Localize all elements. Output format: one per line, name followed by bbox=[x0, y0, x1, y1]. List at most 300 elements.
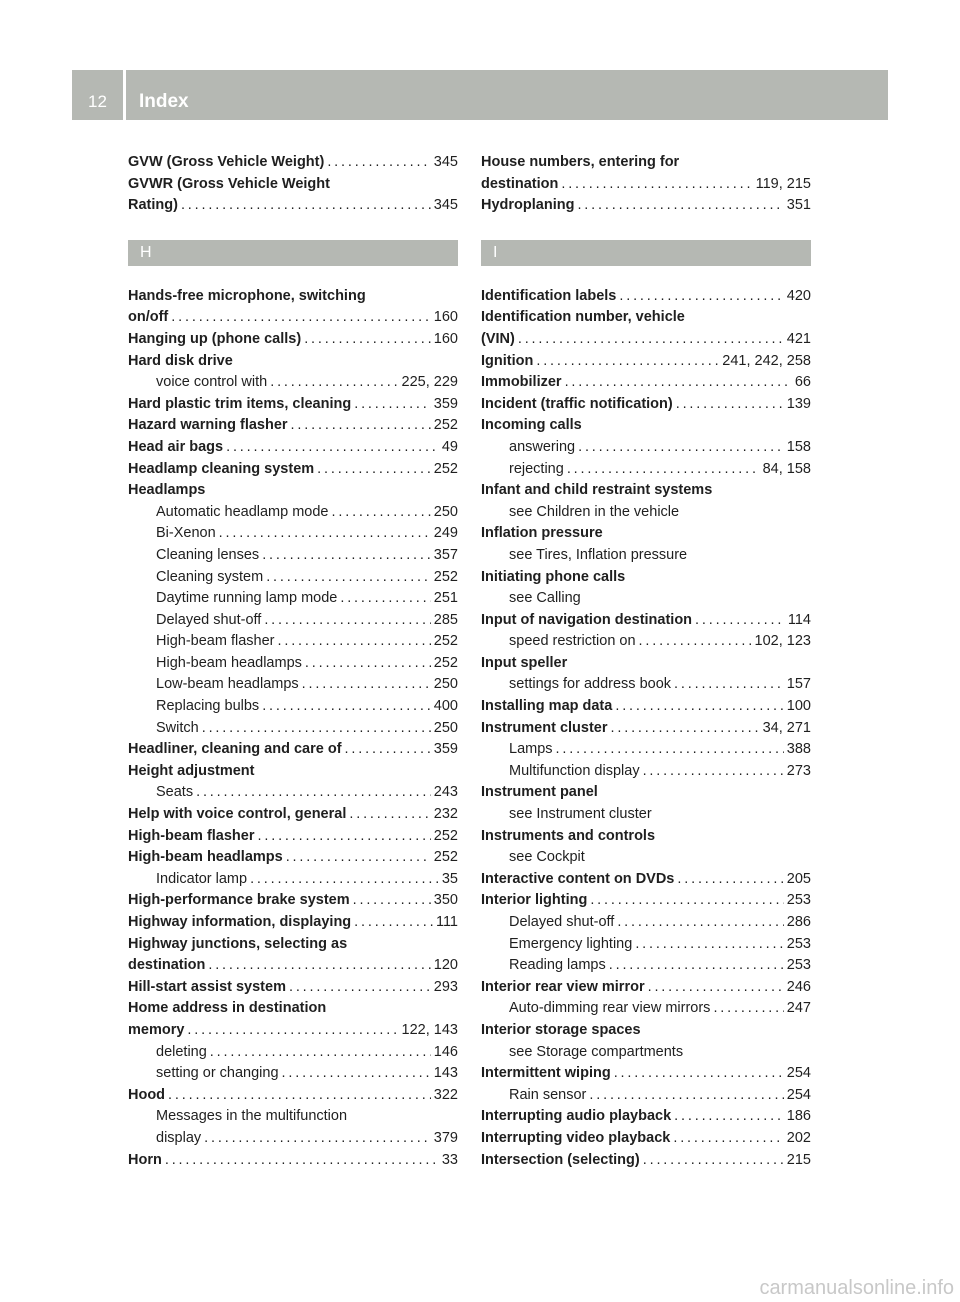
index-subentry-line bbox=[128, 869, 458, 891]
index-entry bbox=[481, 286, 811, 308]
entry-text: setting or changing bbox=[156, 1065, 279, 1082]
index-column-right bbox=[481, 152, 811, 1171]
page-reference: 215 bbox=[786, 1151, 811, 1168]
index-entry bbox=[481, 890, 811, 976]
index-entry-line bbox=[481, 977, 811, 999]
entry-text: Incident (traffic notification) bbox=[481, 395, 673, 412]
index-entry bbox=[481, 696, 811, 718]
index-entry-line bbox=[128, 955, 458, 977]
index-entry bbox=[481, 782, 811, 825]
index-entry-line bbox=[481, 351, 811, 373]
index-entry-line bbox=[481, 869, 811, 891]
index-entry-line bbox=[128, 174, 458, 196]
leader-dots bbox=[674, 674, 784, 696]
entry-text: Rain sensor bbox=[509, 1086, 587, 1103]
index-entry-line bbox=[481, 1020, 811, 1042]
entry-text: Interactive content on DVDs bbox=[481, 870, 675, 887]
page-reference: 345 bbox=[433, 197, 458, 214]
index-entry bbox=[128, 329, 458, 351]
entry-text: Immobilizer bbox=[481, 374, 562, 391]
entry-text: Head air bags bbox=[128, 438, 224, 455]
index-entry-line bbox=[481, 718, 811, 740]
index-entry bbox=[481, 307, 811, 350]
entry-text: Hard disk drive bbox=[128, 352, 233, 369]
entry-text: speed restriction on bbox=[509, 633, 636, 650]
index-entry bbox=[481, 152, 811, 195]
leader-dots bbox=[590, 890, 783, 912]
entry-text: see Cockpit bbox=[509, 849, 585, 866]
entry-text: Ignition bbox=[481, 352, 534, 369]
entry-text: Interrupting video playback bbox=[481, 1129, 671, 1146]
index-entry-line bbox=[481, 1106, 811, 1128]
index-entry-line bbox=[128, 826, 458, 848]
entry-text: see Instrument cluster bbox=[509, 806, 652, 823]
index-entry-line bbox=[481, 307, 811, 329]
page-reference: 35 bbox=[441, 870, 458, 887]
index-subentry-line bbox=[128, 653, 458, 675]
leader-dots bbox=[565, 372, 792, 394]
leader-dots bbox=[305, 653, 431, 675]
leader-dots bbox=[643, 761, 784, 783]
page-reference: 250 bbox=[433, 719, 458, 736]
page-reference: 253 bbox=[786, 935, 811, 952]
index-entry bbox=[128, 847, 458, 890]
index-entry bbox=[481, 1128, 811, 1150]
page-reference: 114 bbox=[787, 611, 811, 628]
index-entry bbox=[128, 998, 458, 1084]
index-entry bbox=[481, 523, 811, 566]
page-reference: 252 bbox=[433, 849, 458, 866]
entry-text: Instrument panel bbox=[481, 784, 598, 801]
index-entry bbox=[128, 480, 458, 739]
entry-text: memory bbox=[128, 1021, 185, 1038]
entry-text: Intermittent wiping bbox=[481, 1065, 611, 1082]
index-subentry-line bbox=[481, 804, 811, 826]
index-entry-line bbox=[128, 152, 458, 174]
leader-dots bbox=[286, 847, 431, 869]
entry-text: Installing map data bbox=[481, 698, 613, 715]
index-entry-line bbox=[481, 394, 811, 416]
entry-text: Home address in destination bbox=[128, 1000, 327, 1017]
page-reference: 119, 215 bbox=[755, 175, 811, 192]
page-title: Index bbox=[139, 91, 189, 112]
index-entry-line bbox=[128, 890, 458, 912]
page-header bbox=[72, 70, 888, 120]
entry-text: Seats bbox=[156, 784, 194, 801]
index-subentry-line bbox=[481, 674, 811, 696]
leader-dots bbox=[639, 631, 752, 653]
index-entry bbox=[128, 415, 458, 437]
leader-dots bbox=[617, 912, 783, 934]
entry-text: destination bbox=[128, 957, 206, 974]
page-reference: 249 bbox=[433, 525, 458, 542]
index-entry bbox=[481, 1106, 811, 1128]
page-reference: 400 bbox=[433, 698, 458, 715]
entry-text: Low-beam headlamps bbox=[156, 676, 299, 693]
page-reference: 34, 271 bbox=[762, 719, 811, 736]
entry-text: see Tires, Inflation pressure bbox=[509, 546, 688, 563]
index-subentry-line bbox=[128, 674, 458, 696]
index-entry bbox=[481, 718, 811, 783]
entry-text: GVW (Gross Vehicle Weight) bbox=[128, 154, 325, 170]
index-entry bbox=[481, 394, 811, 416]
index-subentry-line bbox=[128, 1106, 458, 1128]
entry-text: display bbox=[156, 1129, 202, 1146]
index-entry bbox=[481, 195, 811, 217]
index-subentry-line bbox=[128, 696, 458, 718]
page-reference: 143 bbox=[433, 1065, 458, 1082]
entry-text: Messages in the multifunction bbox=[156, 1108, 348, 1125]
index-entry bbox=[481, 869, 811, 891]
entry-text: rejecting bbox=[509, 460, 564, 477]
page-reference: 232 bbox=[433, 806, 458, 823]
entry-text: High-beam headlamps bbox=[128, 849, 283, 866]
page-reference: 273 bbox=[786, 762, 811, 779]
index-subentry-line bbox=[481, 934, 811, 956]
entry-text: High-beam headlamps bbox=[156, 654, 302, 671]
leader-dots bbox=[635, 934, 783, 956]
page-reference: 420 bbox=[786, 287, 811, 304]
entry-text: Bi-Xenon bbox=[156, 525, 216, 542]
entry-text: Initiating phone calls bbox=[481, 568, 626, 585]
leader-dots bbox=[165, 1150, 439, 1172]
entry-text: Highway information, displaying bbox=[128, 914, 352, 930]
page-reference: 254 bbox=[786, 1065, 811, 1082]
index-entry-line bbox=[128, 394, 458, 416]
leader-dots bbox=[291, 415, 431, 437]
entry-text: Help with voice control, general bbox=[128, 806, 347, 823]
leader-dots bbox=[282, 1063, 431, 1085]
watermark: carmanualsonline.info bbox=[759, 1277, 954, 1299]
entry-text: Emergency lighting bbox=[509, 935, 633, 952]
entry-text: Interior lighting bbox=[481, 892, 588, 909]
index-entry bbox=[481, 480, 811, 523]
entry-text: Hands-free microphone, switching bbox=[128, 287, 366, 304]
index-subentry-line bbox=[128, 1128, 458, 1150]
index-entry bbox=[481, 977, 811, 1020]
page-reference: 388 bbox=[786, 741, 811, 758]
index-entry bbox=[481, 351, 811, 373]
entry-text: Switch bbox=[156, 719, 199, 736]
leader-dots bbox=[270, 372, 398, 394]
index-entry bbox=[481, 610, 811, 653]
leader-dots bbox=[611, 718, 760, 740]
index-entry-line bbox=[128, 1085, 458, 1107]
index-subentry-line bbox=[128, 545, 458, 567]
leader-dots bbox=[277, 631, 430, 653]
index-entry bbox=[128, 739, 458, 761]
index-entry bbox=[128, 934, 458, 977]
index-subentry-line bbox=[128, 523, 458, 545]
entry-text: Input speller bbox=[481, 654, 568, 671]
page-reference: 243 bbox=[433, 784, 458, 801]
index-subentry-line bbox=[481, 739, 811, 761]
entry-text: Input of navigation destination bbox=[481, 611, 693, 628]
index-entry-line bbox=[128, 912, 458, 934]
page-reference: 345 bbox=[433, 154, 458, 170]
index-subentry-line bbox=[481, 1085, 811, 1107]
index-entry-line bbox=[481, 1128, 811, 1150]
index-entry bbox=[481, 1150, 811, 1172]
leader-dots bbox=[219, 523, 431, 545]
index-subentry-line bbox=[128, 782, 458, 804]
leader-dots bbox=[577, 195, 783, 217]
index-subentry-line bbox=[128, 1042, 458, 1064]
entry-text: on/off bbox=[128, 309, 169, 326]
entry-text: see Storage compartments bbox=[509, 1043, 684, 1060]
entry-text: Hood bbox=[128, 1086, 166, 1103]
entry-text: see Children in the vehicle bbox=[509, 503, 680, 520]
entry-text: Lamps bbox=[509, 741, 553, 758]
leader-dots bbox=[609, 955, 784, 977]
index-entry bbox=[128, 912, 458, 934]
leader-dots bbox=[619, 286, 783, 308]
index-subentry-line bbox=[128, 502, 458, 524]
index-entry-line bbox=[128, 459, 458, 481]
index-entry-line bbox=[481, 286, 811, 308]
entry-text: Replacing bulbs bbox=[156, 698, 260, 715]
index-entry bbox=[481, 372, 811, 394]
page-reference: 84, 158 bbox=[762, 460, 811, 477]
index-entry bbox=[128, 459, 458, 481]
entry-text: Interior storage spaces bbox=[481, 1021, 641, 1038]
index-entry bbox=[481, 826, 811, 869]
index-subentry-line bbox=[481, 998, 811, 1020]
entry-text: Instrument cluster bbox=[481, 719, 608, 736]
page-reference: 146 bbox=[433, 1043, 458, 1060]
index-entry bbox=[481, 653, 811, 696]
entry-text: Auto-dimming rear view mirrors bbox=[509, 1000, 711, 1017]
leader-dots bbox=[676, 394, 784, 416]
entry-text: (VIN) bbox=[481, 330, 515, 347]
index-subentry-line bbox=[481, 588, 811, 610]
entry-text: Reading lamps bbox=[509, 957, 606, 974]
entry-text: Headliner, cleaning and care of bbox=[128, 741, 342, 758]
entry-text: Highway junctions, selecting as bbox=[128, 935, 348, 952]
index-subentry-line bbox=[128, 588, 458, 610]
page-reference: 359 bbox=[433, 741, 458, 758]
index-column-left bbox=[128, 152, 458, 1171]
leader-dots bbox=[181, 195, 431, 217]
leader-dots bbox=[353, 890, 431, 912]
index-subentry-line bbox=[481, 955, 811, 977]
entry-text: Identification labels bbox=[481, 287, 617, 304]
index-subentry-line bbox=[481, 502, 811, 524]
page-reference: 322 bbox=[433, 1086, 458, 1103]
page-reference: 250 bbox=[433, 676, 458, 693]
leader-dots bbox=[226, 437, 439, 459]
entry-text: Hard plastic trim items, cleaning bbox=[128, 395, 352, 412]
page-reference: 357 bbox=[433, 546, 458, 563]
index-entry-line bbox=[128, 286, 458, 308]
entry-text: Instruments and controls bbox=[481, 827, 656, 844]
page-reference: 379 bbox=[433, 1129, 458, 1146]
index-entry bbox=[128, 761, 458, 804]
page-reference: 205 bbox=[786, 870, 811, 887]
page-reference: 286 bbox=[786, 914, 811, 930]
leader-dots bbox=[643, 1150, 784, 1172]
entry-text: Infant and child restraint systems bbox=[481, 482, 713, 499]
page-reference: 252 bbox=[433, 568, 458, 585]
index-entry bbox=[128, 437, 458, 459]
leader-dots bbox=[349, 804, 430, 826]
leader-dots bbox=[262, 696, 431, 718]
page-reference: 252 bbox=[433, 633, 458, 650]
index-entry-line bbox=[481, 152, 811, 174]
section-letter-h: H bbox=[128, 240, 458, 266]
page-reference: 252 bbox=[433, 460, 458, 477]
index-subentry-line bbox=[481, 1042, 811, 1064]
entry-text: House numbers, entering for bbox=[481, 154, 680, 170]
index-entry bbox=[128, 1150, 458, 1172]
entry-text: Hill-start assist system bbox=[128, 978, 286, 995]
leader-dots bbox=[332, 502, 431, 524]
entry-text: Multifunction display bbox=[509, 762, 640, 779]
leader-dots bbox=[266, 567, 431, 589]
page-reference: 160 bbox=[433, 330, 458, 347]
index-entry bbox=[128, 174, 458, 217]
index-entry-line bbox=[481, 415, 811, 437]
page-reference: 350 bbox=[433, 892, 458, 909]
leader-dots bbox=[171, 307, 431, 329]
leader-dots bbox=[196, 782, 431, 804]
index-entry-line bbox=[128, 847, 458, 869]
index-subentry-line bbox=[481, 912, 811, 934]
index-entry bbox=[128, 152, 458, 174]
entry-text: Incoming calls bbox=[481, 417, 582, 434]
entry-text: Cleaning system bbox=[156, 568, 264, 585]
leader-dots bbox=[614, 1063, 784, 1085]
page-reference: 351 bbox=[786, 197, 811, 214]
leader-dots bbox=[567, 459, 760, 481]
page-reference: 359 bbox=[433, 395, 458, 412]
page-reference: 293 bbox=[433, 978, 458, 995]
page-reference: 421 bbox=[786, 330, 811, 347]
index-entry bbox=[481, 415, 811, 480]
index-entry bbox=[481, 567, 811, 610]
leader-dots bbox=[187, 1020, 398, 1042]
leader-dots bbox=[202, 718, 431, 740]
index-subentry-line bbox=[128, 610, 458, 632]
leader-dots bbox=[264, 610, 430, 632]
entry-text: see Calling bbox=[509, 590, 581, 607]
leader-dots bbox=[289, 977, 431, 999]
entry-text: deleting bbox=[156, 1043, 207, 1060]
entry-text: Height adjustment bbox=[128, 762, 255, 779]
entry-text: Delayed shut-off bbox=[156, 611, 262, 628]
entry-text: Intersection (selecting) bbox=[481, 1151, 640, 1168]
entry-text: answering bbox=[509, 438, 576, 455]
index-entry bbox=[128, 977, 458, 999]
index-entry-line bbox=[481, 782, 811, 804]
index-entry-line bbox=[128, 977, 458, 999]
index-entry-line bbox=[481, 1150, 811, 1172]
index-entry bbox=[128, 890, 458, 912]
page-reference: 66 bbox=[794, 374, 811, 391]
index-entry bbox=[128, 351, 458, 394]
index-entry bbox=[481, 1020, 811, 1063]
page-reference: 139 bbox=[786, 395, 811, 412]
entry-text: Rating) bbox=[128, 197, 178, 214]
leader-dots bbox=[648, 977, 784, 999]
page-reference: 252 bbox=[433, 654, 458, 671]
index-subentry-line bbox=[481, 545, 811, 567]
index-entry-line bbox=[481, 480, 811, 502]
entry-text: destination bbox=[481, 175, 559, 192]
leader-dots bbox=[578, 437, 784, 459]
index-subentry-line bbox=[128, 1063, 458, 1085]
entry-text: Indicator lamp bbox=[156, 870, 248, 887]
index-entry-line bbox=[128, 934, 458, 956]
index-subentry-line bbox=[128, 372, 458, 394]
page-reference: 254 bbox=[786, 1086, 811, 1103]
page-reference: 111 bbox=[435, 914, 458, 930]
entry-text: Delayed shut-off bbox=[509, 914, 615, 930]
index-subentry-line bbox=[128, 718, 458, 740]
entry-text: GVWR (Gross Vehicle Weight bbox=[128, 175, 330, 192]
entry-text: Interior rear view mirror bbox=[481, 978, 645, 995]
index-entry-line bbox=[481, 523, 811, 545]
page-reference: 225, 229 bbox=[401, 374, 458, 391]
entry-text: Identification number, vehicle bbox=[481, 309, 685, 326]
page-reference: 160 bbox=[433, 309, 458, 326]
leader-dots bbox=[304, 329, 431, 351]
index-entry-line bbox=[481, 653, 811, 675]
leader-dots bbox=[589, 1085, 783, 1107]
entry-text: Hanging up (phone calls) bbox=[128, 330, 302, 347]
page-reference: 253 bbox=[786, 957, 811, 974]
leader-dots bbox=[317, 459, 431, 481]
page-reference: 158 bbox=[786, 438, 811, 455]
index-entry-line bbox=[481, 826, 811, 848]
index-entry-line bbox=[481, 329, 811, 351]
leader-dots bbox=[674, 1106, 784, 1128]
entry-text: Inflation pressure bbox=[481, 525, 603, 542]
index-entry bbox=[128, 1085, 458, 1150]
entry-text: Horn bbox=[128, 1151, 162, 1168]
leader-dots bbox=[354, 394, 431, 416]
index-entry bbox=[128, 394, 458, 416]
index-entry-line bbox=[128, 351, 458, 373]
index-entry-line bbox=[128, 195, 458, 217]
index-entry-line bbox=[128, 761, 458, 783]
leader-dots bbox=[204, 1128, 431, 1150]
leader-dots bbox=[695, 610, 785, 632]
leader-dots bbox=[354, 912, 433, 934]
entry-text: Headlamp cleaning system bbox=[128, 460, 315, 477]
leader-dots bbox=[340, 588, 430, 610]
leader-dots bbox=[677, 869, 783, 891]
index-entry-line bbox=[481, 567, 811, 589]
page-reference: 251 bbox=[433, 590, 458, 607]
leader-dots bbox=[615, 696, 783, 718]
index-entry-line bbox=[128, 437, 458, 459]
page-reference: 33 bbox=[441, 1151, 458, 1168]
page-reference: 49 bbox=[441, 438, 458, 455]
index-entry-line bbox=[128, 480, 458, 502]
index-entry bbox=[128, 286, 458, 329]
entry-text: High-beam flasher bbox=[156, 633, 275, 650]
page-reference: 100 bbox=[786, 698, 811, 715]
leader-dots bbox=[345, 739, 431, 761]
page-reference: 157 bbox=[786, 676, 811, 693]
index-subentry-line bbox=[128, 631, 458, 653]
leader-dots bbox=[518, 329, 784, 351]
entry-text: Hazard warning flasher bbox=[128, 417, 288, 434]
page-reference: 202 bbox=[786, 1129, 811, 1146]
page-reference: 241, 242, 258 bbox=[722, 352, 811, 369]
page-reference: 253 bbox=[786, 892, 811, 909]
